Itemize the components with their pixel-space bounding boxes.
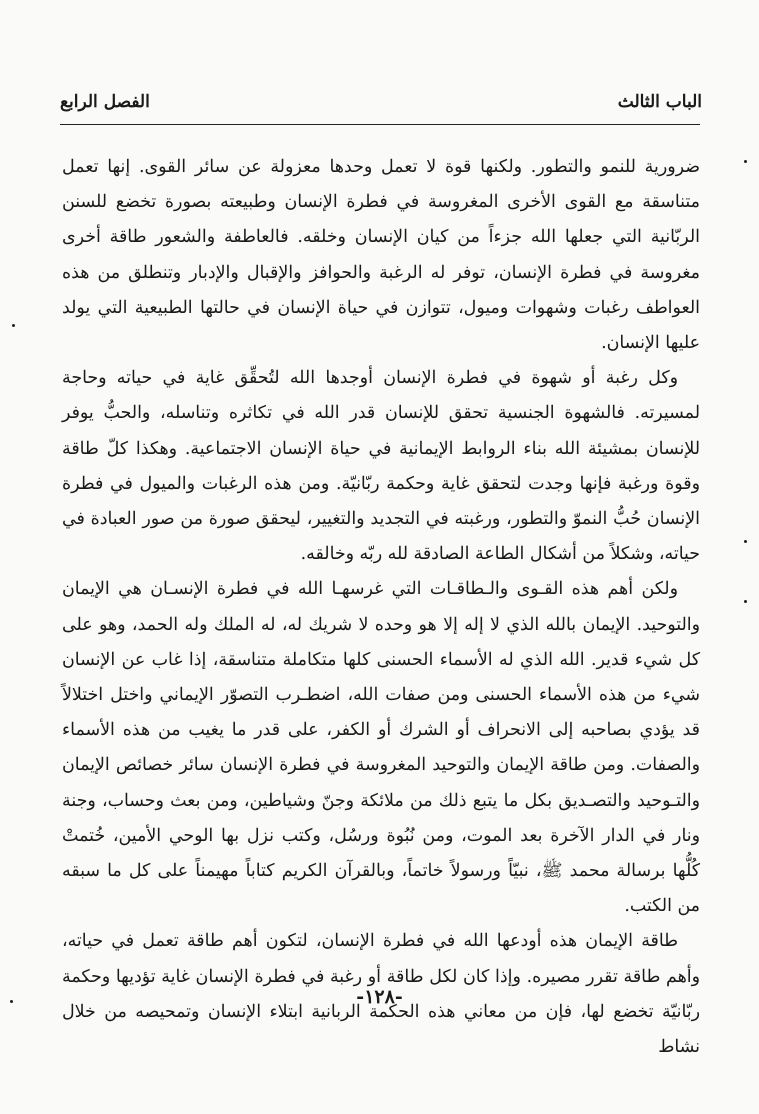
paragraph: طاقة الإيمان هذه أودعها الله في فطرة الإنسان، لتكون أهم طاقة تعمل في حياته، وأهم طاقة تقرر مصيره. وإذا كان لكل طاقة أو رغبة في فطرة الإنسان غاية تؤديها وحكمة ربّانيّة تخضع لها، فإن من معاني هذه الحكمة الربانية ابتلاء الإنسان وتمحيصه من خلال نشاط xyxy=(62,931,700,1058)
paragraph: وكل رغبة أو شهوة في فطرة الإنسان أوجدها الله لتُحقِّق غاية في حياته وحاجة لمسيرته. فالشهوة الجنسية تحقق للإنسان قدر الله في تكاثره وتناسله، والحبُّ يوفر للإنسان بمشيئة الله بناء الروابط الإيمانية في حياة الإنسان الاجتماعية. وهكذا كلّ طاقة وقوة ورغبة فإنها وجدت لتحقق غاية وحكمة ربّانيّة. ومن هذه الرغبات والميول في فطرة الإنسان حُبُّ النموّ والتطور، ورغبته في التجديد والتغيير، ليحقق صورة من صور العبادة في حياته، وشكلاً من أشكال الطاعة الصادقة لله ربّه وخالقه. xyxy=(62,368,700,565)
header-rule xyxy=(60,124,700,125)
margin-mark xyxy=(744,540,747,543)
paragraph: ضرورية للنمو والتطور. ولكنها قوة لا تعمل وحدها معزولة عن سائر القوى. إنها تعمل متناسقة مع القوى الأخرى المغروسة في فطرة الإنسان وطبيعته بصورة تخضع للسنن الربّانية التي جعلها الله جزءاً من كيان الإنسان وخلقه. فالعاطفة والشعور طاقة أخرى مغروسة في فطرة الإنسان، توفر له الرغبة والحوافز والإقبال والإدبار وتنطلق من هذه العواطف رغبات وشهوات وميول، تتوازن في حياة الإنسان في حالتها الطبيعية التي يولد عليها الإنسان. xyxy=(62,157,700,354)
margin-mark xyxy=(10,1000,13,1003)
body-text xyxy=(62,150,700,1065)
margin-mark xyxy=(744,160,747,163)
margin-mark xyxy=(744,600,747,603)
page-number: -١٢٨- xyxy=(356,986,403,1008)
paragraph: ولكن أهم هذه القـوى والـطاقـات التي غرسهـا الله في فطرة الإنسـان هي الإيمان والتوحيد. الإيمان بالله الذي لا إله إلا هو وحده لا شريك له، له الملك وله الحمد، وهو على كل شيء قدير. الله الذي له الأسماء الحسنى كلها متكاملة متناسقة، إذا غاب عن الإنسان شيء من هذه الأسماء الحسنى ومن صفات الله، اضطـرب التصوّر الإيماني واختل اختلالاً قد يؤدي بصاحبه إلى الانحراف أو الشرك أو الكفر، على قدر ما يغيب من هذه الأسماء والصفات. ومن طاقة الإيمان والتوحيد المغروسة في فطرة الإنسان سائر خصائص الإيمان والتـوحيد والتصـديق بكل ما يتبع ذلك من ملائكة وجنّ وشياطين، ومن بعث وحساب، وجنة ونار في الدار الآخرة بعد الموت، ومن نُبُوة ورسُل، وكتب نزل بها الوحي الأمين، خُتمتْ كُلُّها برسالة محمد ﷺ، نبيّاً ورسولاً خاتماً، وبالقرآن الكريم كتاباً مهيمناً على كل ما سبقه من الكتب. xyxy=(62,579,700,917)
header-chapter-section: الفصل الرابع xyxy=(60,92,150,112)
running-header xyxy=(60,92,702,118)
margin-mark xyxy=(12,324,15,327)
header-chapter-part: الباب الثالث xyxy=(617,92,702,112)
